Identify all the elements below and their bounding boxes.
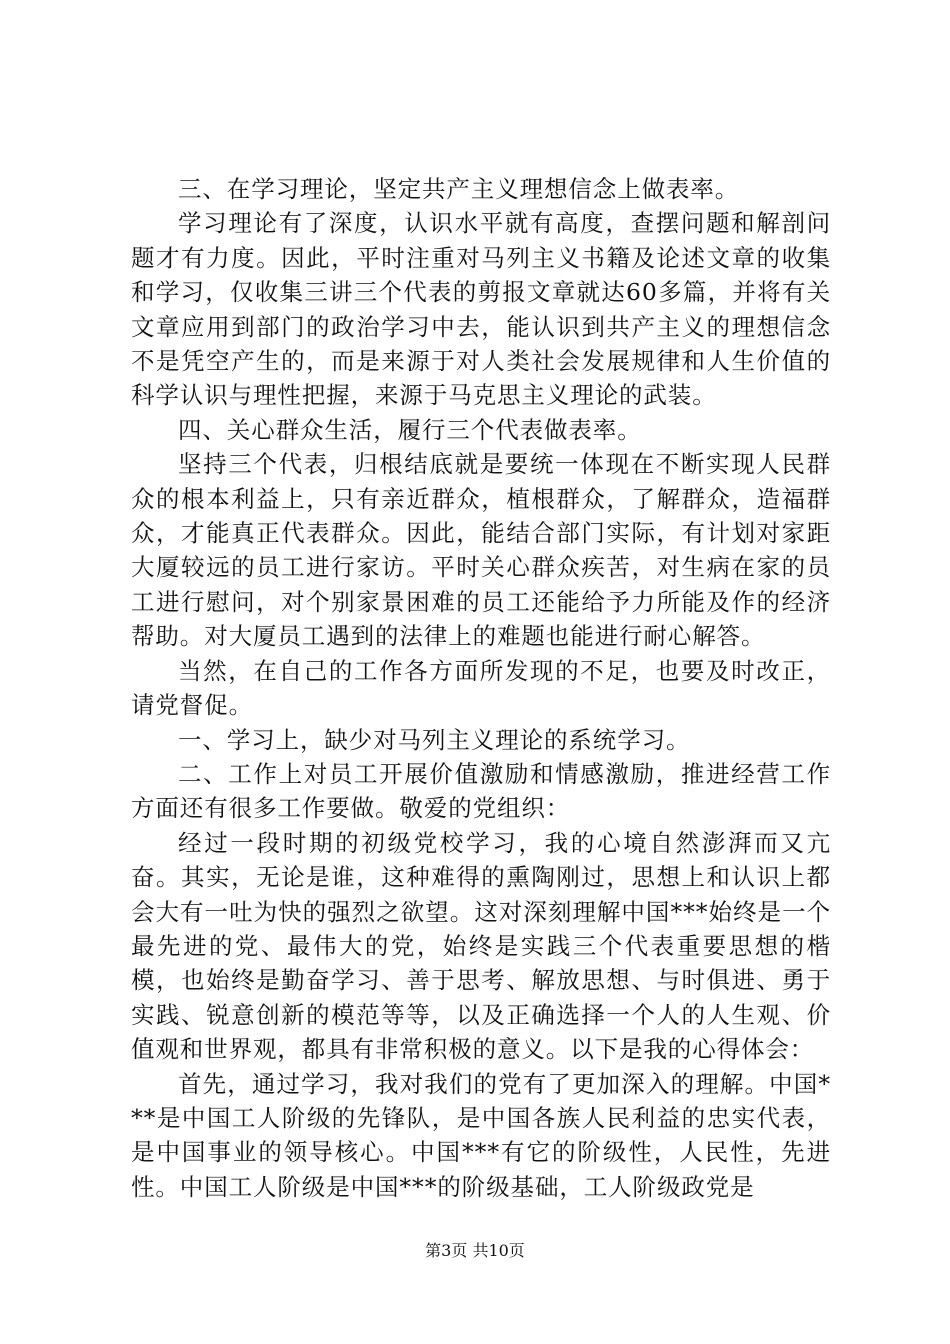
section-heading-4: 四、关心群众生活，履行三个代表做表率。 [178, 415, 642, 444]
body-paragraph: 学习理论有了深度，认识水平就有高度，查摆问题和解剖问题才有力度。因此，平时注重对马列主义书籍及论述文章的收集和学习，仅收集三讲三个代表的剪报文章就达60多篇，并将有关文章应用到部门的政治学习中去，能认识到共产主义的理想信念不是凭空产生的，而是来源于对人类社会发展规律和人生价值的科学认识与理性把握，来源于马克思主义理论的武装。 [131, 209, 831, 410]
section-heading-3: 三、在学习理论，坚定共产主义理想信念上做表率。 [178, 175, 740, 203]
body-paragraph: 经过一段时期的初级党校学习，我的心境自然澎湃而又亢奋。其实，无论是谁，这种难得的熏陶刚过，思想上和认识上都会大有一吐为快的强烈之欲望。这对深刻理解中国***始终是一个最先进的党、最伟大的党，始终是实践三个代表重要思想的楷模，也始终是勤奋学习、善于思考、解放思想、与时俱进、勇于实践、锐意创新的模范等等，以及正确选择一个人的人生观、价值观和世界观，都具有非常积极的意义。以下是我的心得体会： [131, 828, 831, 1064]
body-paragraph: 坚持三个代表，归根结底就是要统一体现在不断实现人民群众的根本利益上，只有亲近群众，植根群众，了解群众，造福群众，才能真正代表群众。因此，能结合部门实际，有计划对家距大厦较远的员工进行家访。平时关心群众疾苦，对生病在家的员工进行慰问，对个别家景困难的员工还能给予力所能及作的经济帮助。对大厦员工遇到的法律上的难题也能进行耐心解答。 [131, 450, 831, 651]
document-body [131, 172, 831, 1204]
page-number-footer: 第3页 共10页 [425, 1241, 525, 1260]
body-paragraph: 首先，通过学习，我对我们的党有了更加深入的理解。中国***是中国工人阶级的先锋队，是中国各族人民利益的忠实代表，是中国事业的领导核心。中国***有它的阶级性，人民性，先进性。中国工人阶级是中国***的阶级基础，工人阶级政党是 [131, 1069, 831, 1201]
body-paragraph: 当然，在自己的工作各方面所发现的不足，也要及时改正，请党督促。 [131, 656, 831, 720]
shortcoming-item-2: 二、工作上对员工开展价值激励和情感激励，推进经营工作方面还有很多工作要做。敬爱的党组织： [131, 759, 831, 823]
shortcoming-item-1: 一、学习上，缺少对马列主义理论的系统学习。 [178, 725, 691, 754]
